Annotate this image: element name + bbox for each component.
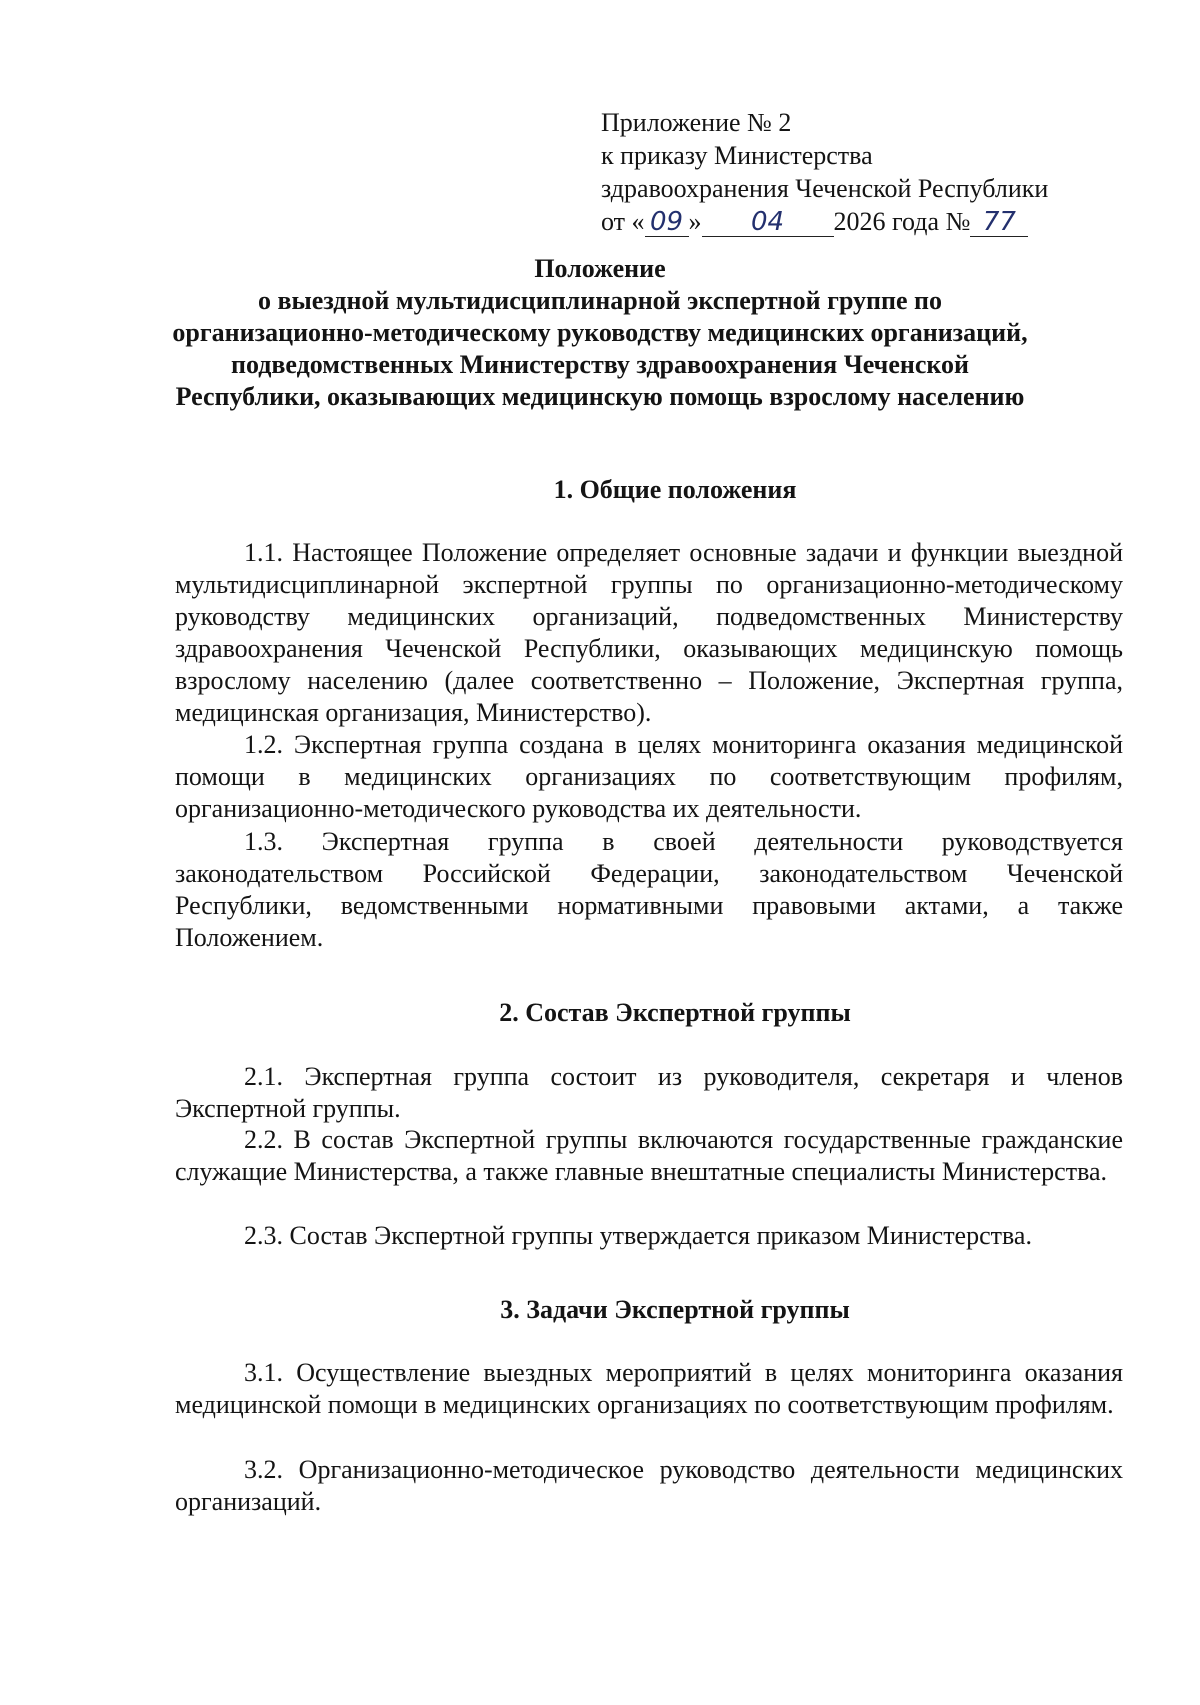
date-prefix: от «: [601, 207, 645, 236]
document-title: [140, 253, 1060, 413]
paragraph-1-2: 1.2. Экспертная группа создана в целях мониторинга оказания медицинской помощи в медицинских организациях по соответствующим профилям, организационно-методического руководства их деятельности.: [175, 730, 1123, 823]
title-line: Положение: [534, 254, 666, 283]
appendix-block: [601, 106, 1048, 238]
section-heading-2: 2. Состав Экспертной группы: [499, 998, 851, 1027]
paragraph-3-1: 3.1. Осуществление выездных мероприятий в целях мониторинга оказания медицинской помощи в медицинских организациях по соответствующим профилям.: [175, 1358, 1123, 1419]
year-text: 2026 года №: [833, 207, 971, 236]
paragraph-3-2: 3.2. Организационно-методическое руководство деятельности медицинских организаций.: [175, 1455, 1123, 1516]
paragraph-2-2: 2.2. В состав Экспертной группы включаются государственные гражданские служащие Министерства, а также главные внештатные специалисты Министерства.: [175, 1125, 1123, 1186]
date-mid: »: [688, 207, 702, 236]
paragraph-2-3: 2.3. Состав Экспертной группы утверждается приказом Министерства.: [244, 1221, 1032, 1250]
title-line: подведомственных Министерству здравоохранения Чеченской: [230, 350, 970, 379]
appendix-number: Приложение № 2: [601, 108, 792, 137]
handwritten-order-number: 77: [970, 208, 1028, 237]
paragraph-2-1: 2.1. Экспертная группа состоит из руководителя, секретаря и членов Экспертной группы.: [175, 1062, 1123, 1123]
paragraph-1-3: 1.3. Экспертная группа в своей деятельности руководствуется законодательством Российской Федерации, законодательством Чеченской Республики, ведомственными нормативными правовыми актами, а также Положением.: [175, 827, 1123, 952]
handwritten-month: 04: [702, 208, 834, 237]
paragraph-1-1: 1.1. Настоящее Положение определяет основные задачи и функции выездной мультидисциплинарной экспертной группы по организационно-методическому руководству медицинских организаций, подведомственных Министерству здравоохранения Чеченской Республики, оказывающих медицинскую помощь взрослому населению (далее соответственно – Положение, Экспертная группа, медицинская организация, Министерство).: [175, 538, 1123, 727]
appendix-ministry: здравоохранения Чеченской Республики: [601, 174, 1049, 203]
title-line: Республики, оказывающих медицинскую помощь взрослому населению: [175, 382, 1025, 411]
section-heading-1: 1. Общие положения: [553, 475, 797, 504]
title-line: организационно-методическому руководству медицинских организаций,: [172, 318, 1028, 347]
section-heading-3: 3. Задачи Экспертной группы: [500, 1295, 850, 1324]
appendix-order-ref: к приказу Министерства: [601, 141, 873, 170]
appendix-date-line: [601, 205, 1048, 238]
title-line: о выездной мультидисциплинарной экспертной группе по: [257, 286, 943, 315]
handwritten-day: 09: [645, 208, 689, 237]
